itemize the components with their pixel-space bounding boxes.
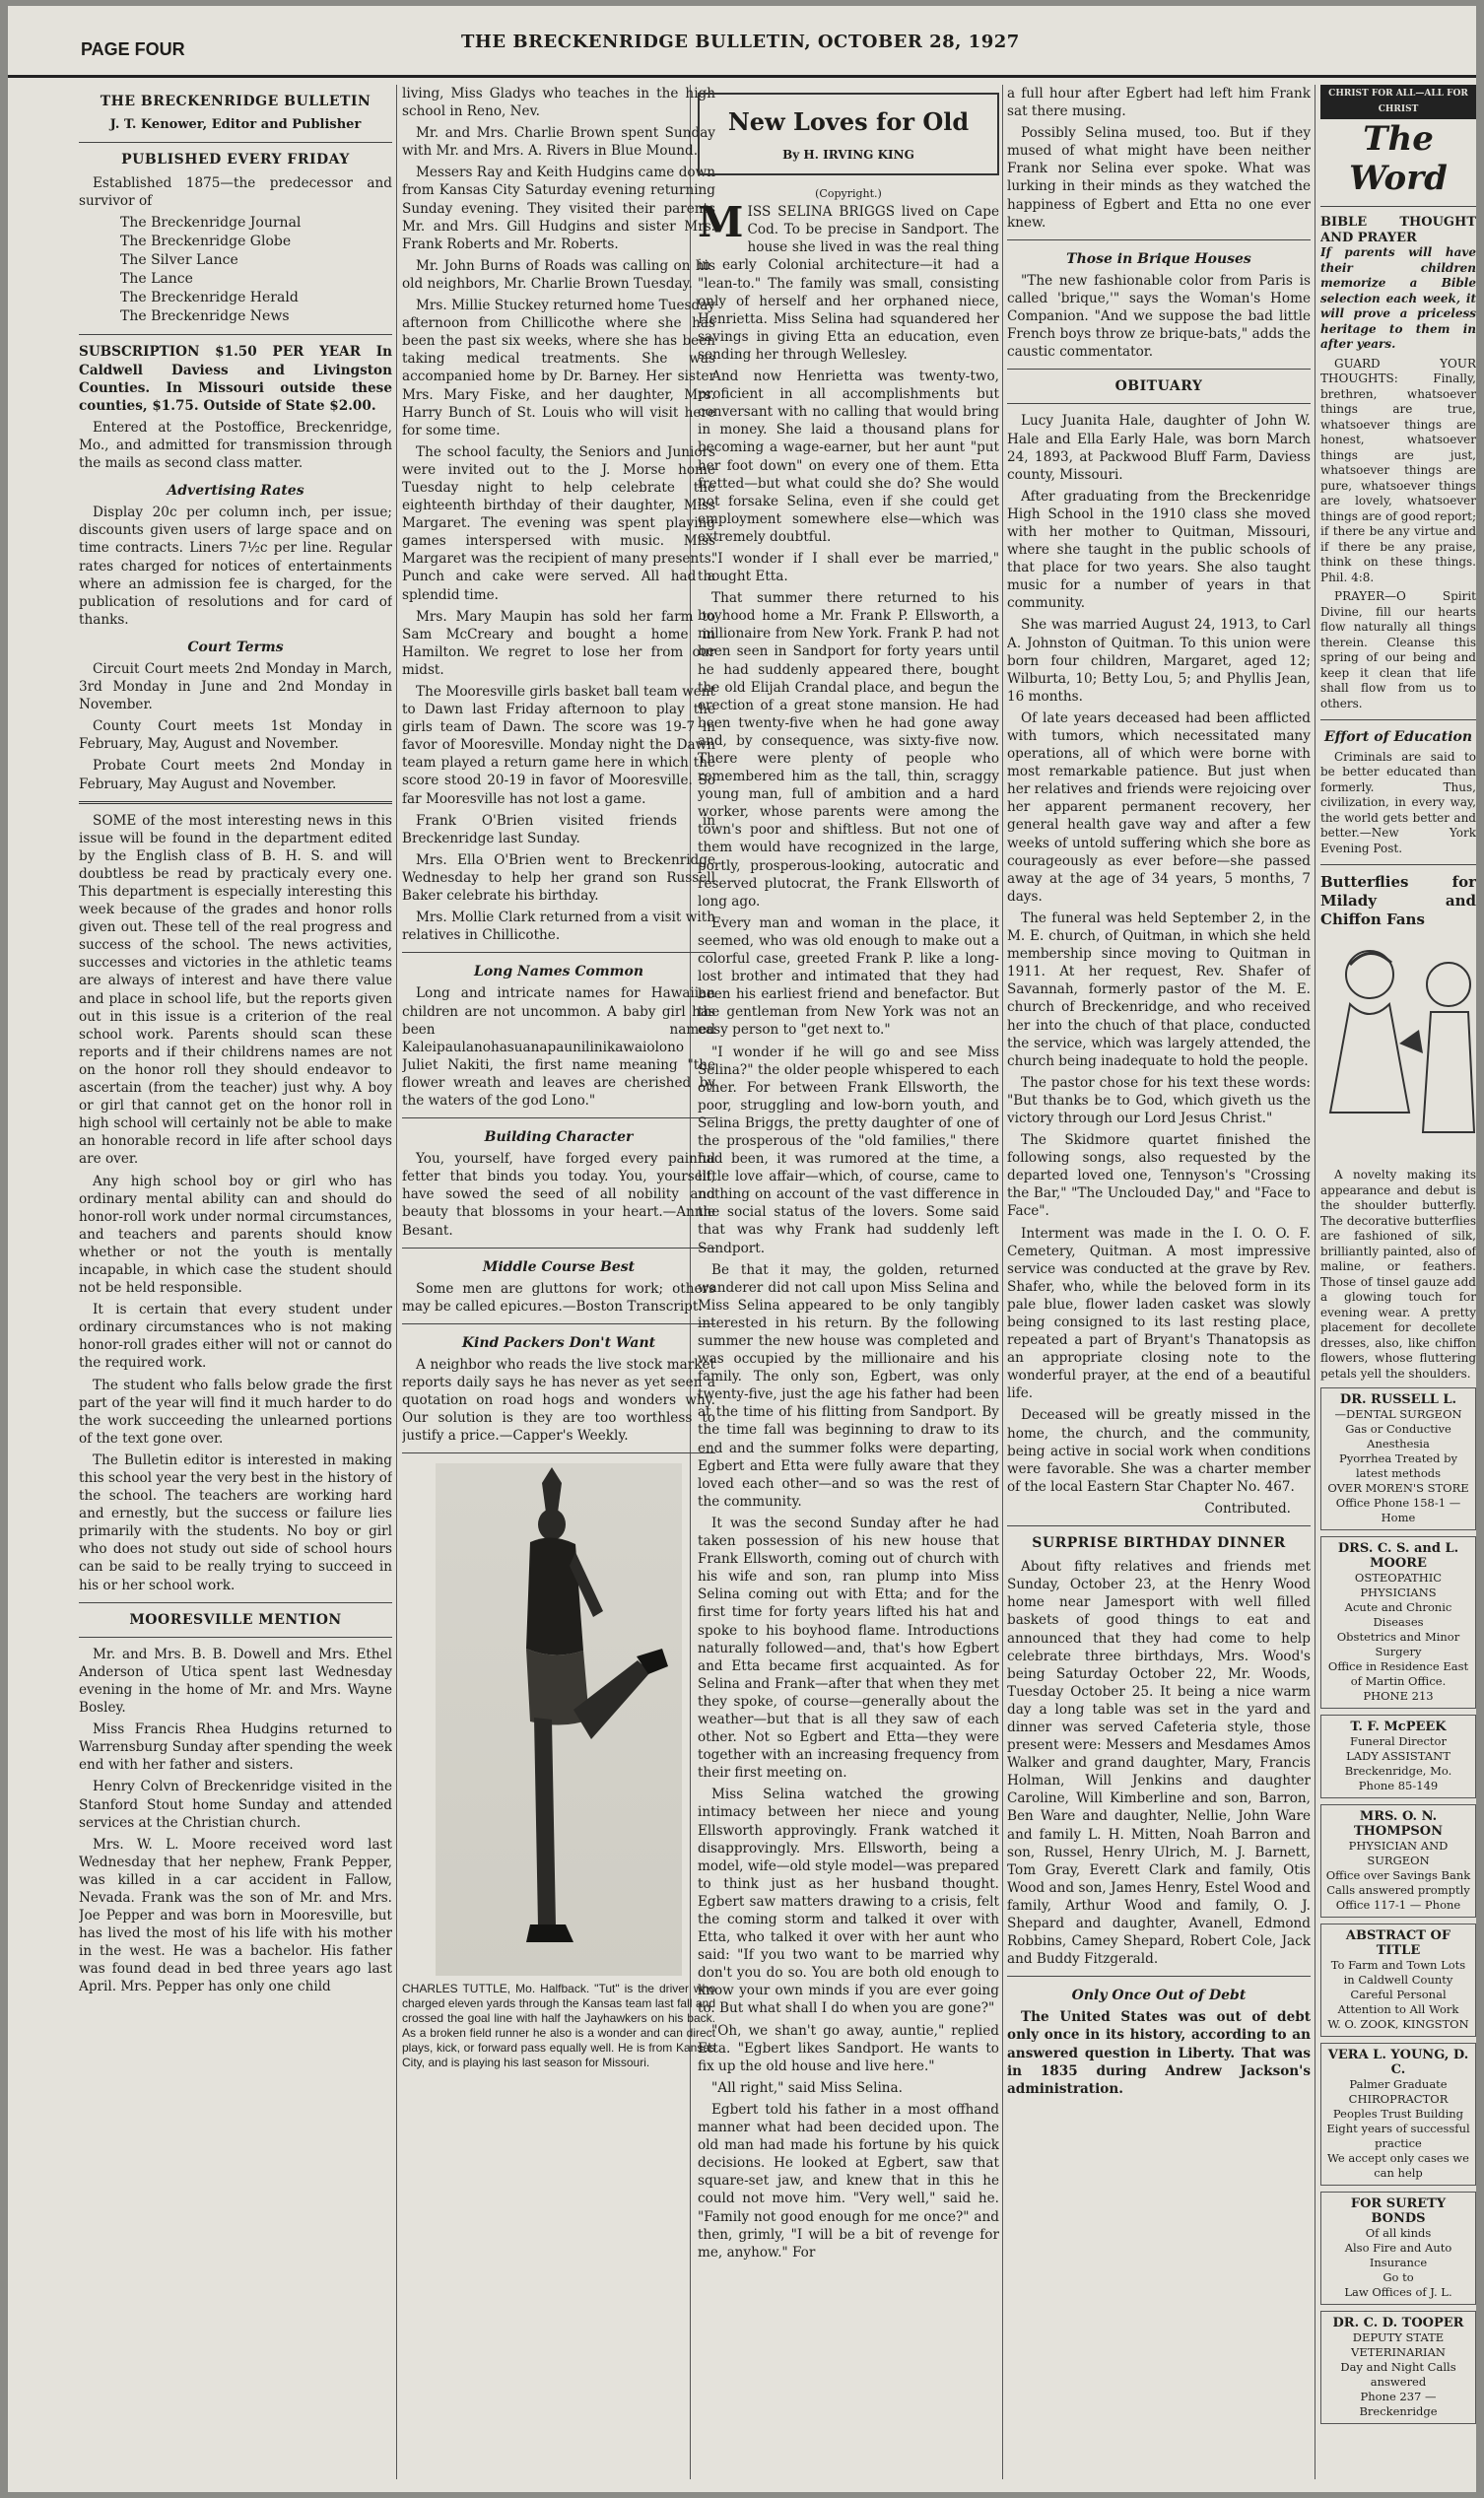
obituary-signature: Contributed. (1204, 1500, 1291, 1517)
bible-intro: If parents will have their children memorize a Bible selection each week, it will prove a priceless heritage to them in after years. (1320, 245, 1476, 351)
ad-rates-heading: Advertising Rates (167, 483, 304, 500)
filler-paragraph: A neighbor who reads the live stock market reports daily says he has never as yet seen a quotation on road hogs and wonders why. Our solution is they are too worthless to justify a price.—Capper's Weekly. (402, 1357, 715, 1445)
story-text: ISS SELINA BRIGGS lived on Cape Cod. To be precise in Sandport. The house she lived in was the real thing in early Colonial architecture—it had a "lean-to." The family was small, consisting only of herself and her orphaned niece, Henrietta. Miss Selina had squandered her savings in giving Etta an education, even sending her through Wellesley. (698, 204, 999, 363)
news-paragraph: The school faculty, the Seniors and Juniors were invited out to the J. Morse home Tuesday night to help celebrate the eighteenth birthday of their daughter, Miss Margaret. The evening was spent playing games interspersed with music. Miss Margaret was the recipient of many presents. Punch and cake were served. All had a splendid time. (402, 443, 715, 603)
ad-line: —DENTAL SURGEON (1334, 1407, 1462, 1421)
photo-caption: CHARLES TUTTLE, Mo. Halfback. "Tut" is the driver who charged eleven yards through the Kansas team last fall and crossed the goal line with half the Jayhawkers on his back. As a broken field runner he also is a wonder and can direct plays, kick, or forward pass equally well. He is from Kansas City, and is playing his last season for Missouri. (402, 1982, 715, 2070)
ad-line: Acute and Chronic Diseases (1344, 1600, 1452, 1629)
building-character-heading: Building Character (484, 1129, 634, 1146)
news-paragraph: Mrs. Mollie Clark returned from a visit with relatives in Chillicothe. (402, 910, 715, 944)
ad-line: PHYSICIAN AND SURGEON (1348, 1839, 1449, 1867)
ad-line: Office over Savings Bank (1325, 1868, 1471, 1882)
ad-line: Also Fire and Auto Insurance (1344, 2241, 1452, 2269)
list-item: The Breckenridge Journal (120, 215, 302, 232)
news-paragraph: Mrs. Millie Stuckey returned home Tuesday afternoon from Chillicothe where she has been the past six weeks, where she has been taking medical treatments. She was accompanied home by Dr. Barney. Her sister Mrs. Mary Fiske, and her daughter, Mrs. Harry Bunch of St. Louis who will visit here for some time. (402, 298, 715, 439)
news-paragraph: Mrs. Mary Maupin has sold her farm to Sam McCreary and bought a home in Hamilton. We regret to lose her from our midst. (402, 608, 715, 678)
obituary-paragraph: After graduating from the Breckenridge High School in the 1910 class she moved with her mother to Quitman, Missouri, where she taught in the public schools of that place for two years. She also taught music for a number of years in that community. (1007, 488, 1311, 612)
editorial-paragraph: The student who falls below grade the first part of the year will find it much harder to do the work succeeding the unlearned portions of the text gone over. (79, 1377, 392, 1447)
ad-line: Eight years of successful practice (1326, 2122, 1470, 2150)
ad-name: T. F. McPEEK (1350, 1720, 1447, 1734)
ad-name: FOR SURETY BONDS (1350, 2196, 1447, 2226)
news-paragraph: Mrs. Ella O'Brien went to Breckenridge Wednesday to help her grand son Russell Baker celebrate his birthday. (402, 851, 715, 905)
mooresville-heading: MOORESVILLE MENTION (129, 1611, 342, 1628)
ad-name: VERA L. YOUNG, D. C. (1327, 2048, 1469, 2077)
birthday-dinner-heading: SURPRISE BIRTHDAY DINNER (1032, 1535, 1286, 1552)
filler-paragraph: The United States was out of debt only once in its history, according to an answered question in Liberty. That was in 1835 during Andrew Jackson's administration. (1007, 2009, 1311, 2097)
abstract-ad (1320, 1924, 1476, 2037)
halfback-photo (436, 1463, 682, 1976)
copyright-note: (Copyright.) (815, 187, 882, 201)
bible-text: GUARD YOUR THOUGHTS: Finally, brethren, whatsoever things are true, whatsoever things are honest, whatsoever things are just, whatsoever things are pure, whatsoever things are lovely, whatsoever things are of good report; if there be any virtue and if there be any praise, think on these things. Phil. 4:8. (1320, 356, 1476, 584)
ad-name: DR. C. D. TOOPER (1332, 2316, 1464, 2330)
ad-line: Of all kinds (1365, 2226, 1432, 2240)
prayer-text: PRAYER—O Spirit Divine, fill our hearts flow naturally all things therein. Cleanse this spring of our being and keep it clean that life shall flow from us to others. (1320, 589, 1476, 710)
news-paragraph: Frank O'Brien visited friends in Breckenridge last Sunday. (402, 812, 715, 846)
ad-line: DEPUTY STATE VETERINARIAN (1351, 2330, 1446, 2359)
paper-name-heading: THE BRECKENRIDGE BULLETIN (100, 94, 371, 109)
column-rule (1002, 85, 1003, 2479)
story-paragraph: "I wonder if I shall ever be married," thought Etta. (698, 550, 999, 585)
subscription-text: SUBSCRIPTION $1.50 PER YEAR In Caldwell Daviess and Livingston Counties. In Missouri outside these counties, $1.75. Outside of State $2.00. (79, 344, 392, 414)
fashion-paragraph: A novelty making its appearance and debut is the shoulder butterfly. The decorative butterflies are fashioned of silk, brilliantly painted, also of maline, or feathers. Those of tinsel gauze add a glowing touch for evening wear. A pretty placement for decollete dresses, also, like chiffon flowers, whose fluttering petals yell the shoulders. (1320, 1168, 1476, 1381)
bible-heading: BIBLE THOUGHT AND PRAYER (1320, 215, 1476, 245)
ad-name: MRS. O. N. THOMPSON (1353, 1809, 1444, 1839)
butterflies-heading: Butterflies for Milady and Chiffon Fans (1320, 873, 1476, 928)
ad-line: Phone 85-149 (1358, 1779, 1439, 1792)
news-paragraph: The Mooresville girls basket ball team went to Dawn last Friday afternoon to play the girls team of Dawn. The score was 19-7 in favor of Mooresville. Monday night the Dawn team played a return game here in which the score stood 20-19 in favor of Mooresville. So far Mooresville has not lost a game. (402, 684, 715, 807)
entered-text: Entered at the Postoffice, Breckenridge, Mo., and admitted for transmission through the mails as second class matter. (79, 419, 392, 472)
the-word-logo: The Word (1349, 119, 1448, 198)
middle-course-heading: Middle Course Best (482, 1258, 636, 1275)
funeral-ad (1320, 1715, 1476, 1798)
ad-line: Peoples Trust Building (1332, 2107, 1464, 2121)
story-paragraph: a full hour after Egbert had left him Frank sat there musing. (1007, 86, 1311, 120)
story-title: New Loves for Old (727, 107, 970, 136)
ad-line: Office Phone 158-1 — Home (1335, 1496, 1461, 1524)
ad-line: Gas or Conductive Anesthesia (1345, 1422, 1451, 1451)
ad-line: Office 117-1 — Phone (1335, 1898, 1461, 1912)
ad-line: Obstetrics and Minor Surgery (1336, 1630, 1460, 1658)
ad-line: Palmer Graduate (1349, 2077, 1448, 2091)
story-paragraph: Miss Selina watched the growing intimacy between her niece and young Ellsworth approvingly. Frank watched it disapprovingly. Mrs. Ellsworth, being a model, wife—old style model—was prepared to think just as her husband thought. Egbert saw matters drawing to a crisis, felt the coming storm and talked it over with Etta, who talked it over with her aunt who said: "If you two want to be married why don't you do so. You are both old enough to know your own minds if you are ever going to. But what shall I do when you are gone?" (698, 1787, 999, 2017)
news-paragraph: Miss Francis Rhea Hudgins returned to Warrensburg Sunday after spending the week end with her father and sisters. (79, 1722, 392, 1774)
ad-line: Go to (1383, 2270, 1414, 2284)
veterinarian-ad (1320, 2311, 1476, 2424)
column-4 (1007, 85, 1311, 2484)
obituary-paragraph: Interment was made in the I. O. O. F. Cemetery, Quitman. A most impressive service was conducted at the grave by Rev. Shafer, who, while the beloved form in its pale blue, flower laden casket was slowly being consigned to its last resting place, repeated a part of Bryant's Thanatopsis as an appropriate closing note to the wonderful prayer, at the end of a beautiful life. (1007, 1225, 1311, 1402)
ad-name: DR. RUSSELL L. (1339, 1392, 1457, 1407)
chiropractor-ad (1320, 2043, 1476, 2186)
obituary-paragraph: Lucy Juanita Hale, daughter of John W. Hale and Ella Early Hale, was born March 24, 1893, at Packwood Bluff Farm, Daviess county, Missouri. (1007, 413, 1311, 483)
christ-banner: CHRIST FOR ALL—ALL FOR CHRIST (1320, 85, 1476, 119)
column-2 (402, 85, 715, 2484)
drop-cap: M (698, 198, 744, 247)
story-paragraph: "All right," said Miss Selina. (711, 2079, 903, 2096)
obituary-paragraph: The Skidmore quartet finished the following songs, also requested by the departed loved one, Tennyson's "Crossing the Bar," "The Unclouded Day," and "Face to Face". (1007, 1132, 1311, 1220)
osteopath-ad (1320, 1536, 1476, 1709)
story-paragraph: "Oh, we shan't go away, auntie," replied Etta. "Egbert likes Sandport. He wants to fix up the old house and live here." (698, 2022, 999, 2074)
newspaper-page (8, 6, 1476, 2492)
story-paragraph: That summer there returned to his boyhood home a Mr. Frank P. Ellsworth, a millionaire from New York. Frank P. had not been seen in Sandport for forty years until he had suddenly appeared there, bought the old Elijah Crandal place, and begun the erection of a great stone mansion. He had been twenty-five when he had gone away and, by consequence, was sixty-five now. There were plenty of people who remembered him as the tall, thin, scraggy young man, full of ambition and a hard worker, whose parents were among the town's poor and shiftless. But not one of them would have recognized in the large, portly, prosperous-looking, autocratic and reserved plutocrat, the Frank Ellsworth of long ago. (698, 590, 999, 910)
ad-line: OSTEOPATHIC PHYSICIANS (1354, 1571, 1443, 1599)
obituary-paragraph: The funeral was held September 2, in the M. E. church, of Quitman, in which she held membership since moving to Quitman in 1911. At her request, Rev. Shafer of Savannah, formerly pastor of the M. E. church of Breckenridge, and who received her into the chuch of that place, conducted the service, which was largely attended, the church being inadequate to hold the people. (1007, 910, 1311, 1069)
court-text: Probate Court meets 2nd Monday in February, May August and November. (79, 758, 392, 792)
news-paragraph: Mrs. W. L. Moore received word last Wednesday that her nephew, Frank Pepper, was killed in a car accident in Fallow, Nevada. Frank was the son of Mr. and Mrs. Joe Pepper and was born in Mooresville, but has lived the most of his life with his mother in the west. He was a bachelor. His father was found dead in bed three years ago last April. Mrs. Pepper has only one child (79, 1836, 392, 1995)
column-5 (1320, 85, 1476, 2484)
obituary-heading: OBITUARY (1114, 378, 1203, 395)
filler-paragraph: Long and intricate names for Hawaiian children are not uncommon. A baby girl has been named Kaleipaulanohasuanapaunilinikawaiolono Juliet Nakiti, the first name meaning "the flower wreath and leaves are cherished by the waters of the god Lono." (402, 985, 715, 1109)
out-of-debt-heading: Only Once Out of Debt (1071, 1988, 1247, 2004)
lady-drawing-image (1320, 935, 1476, 1162)
ad-line: Day and Night Calls answered (1340, 2360, 1456, 2389)
column-rule (396, 85, 397, 2479)
long-names-heading: Long Names Common (474, 964, 643, 980)
football-player-image (436, 1463, 682, 1976)
fashion-illustration (1320, 935, 1476, 1162)
established-text: Established 1875—the predecessor and survivor of (79, 175, 392, 210)
story-paragraph: And now Henrietta was twenty-two, proficient in all accomplishments but conversant with no calling that would bring in money. She laid a thousand plans for becoming a wage-earner, but her aunt "put her foot down" on every one of them. Etta fretted—but what could she do? She would not forsake Selina, even if she could get employment somewhere else—which was extremely doubtful. (698, 369, 999, 545)
news-paragraph: About fifty relatives and friends met Sunday, October 23, at the Henry Wood home near Jamesport with well filled baskets of good things to eat and announced that they had come to help celebrate three birthdays, Mrs. Wood's being Saturday October 22, Mr. Woods, Tuesday October 25. It being a nice warm day a long table was set in the yard and dinner was served Cafeteria style, those present were: Messers and Mesdames Amos Walker and grand daughter, Mary, Francis Holman, Will Jenkins and daughter Caroline, Will Kimberline and son, Barron, Ben Ware and daughter, Nellie, John Ware and family L. H. Mitten, Noah Barron and son, Russel, Henry Ulrich, M. J. Barnett, Tom Gray, Everett Clark and family, Otis Wood and son, James Henry, Estel Wood and family, Arthur Wood and family, O. J. Shepard and daughter, Avanell, Edmond Robbins, Camey Shepard, Robert Cole, Jack and Buddy Fitzgerald. (1007, 1559, 1311, 1968)
court-terms-heading: Court Terms (187, 639, 284, 655)
obituary-paragraph: The pastor chose for his text these words: "But thanks be to God, which giveth us the victory through our Lord Jesus Christ." (1007, 1074, 1311, 1126)
list-item: The Breckenridge Globe (120, 234, 292, 250)
story-paragraph: Possibly Selina mused, too. But if they mused of what might have been neither Frank nor Selina ever spoke. What was lurking in their minds as they watched the happiness of Egbert and Etta no one ever knew. (1007, 125, 1311, 231)
list-item: The Breckenridge News (120, 308, 290, 325)
court-text: County Court meets 1st Monday in February, May, August and November. (79, 718, 392, 753)
editorial-paragraph: SOME of the most interesting news in this issue will be found in the department edited by the English class of B. H. S. and will doubtless be read by practicaly every one. This department is especially interesting this week because of the grades and honor rolls given out. These tell of the real progress and success of the school. The news activities, successes and victories in the athletic teams are always of interest and have there value and place in school life, but the reports given out in this issue is a criterion of the real school work. Parents should scan these reports and if their childrens names are not on the honor roll they should endeavor to ascertain (from the teacher) just why. A boy or girl that cannot get on the honor roll in high school will certainly not be able to make an honorable record in life after school days are over. (79, 812, 392, 1168)
story-paragraph: It was the second Sunday after he had taken possession of his new house that Frank Ellsworth, coming out of church with his wife and son, ran plump into Miss Selina coming out with Etta; and for the first time for forty years lifted his hat and spoke to his boyhood flame. Introductions naturally followed—and, that's how Egbert and Etta became first acquainted. As for Selina and Frank—after that when they met they spoke, of course—generally about the weather—but that is all they saw of each other. Not so Egbert and Etta—they were together with an increasing frequency from their first meeting on. (698, 1515, 999, 1782)
obituary-paragraph: Of late years deceased had been afflicted with tumors, which necessitated many operations, all of which were borne with most remarkable patience. But just when her relatives and friends were rejoicing over her apparent permanent recovery, her general health gave way and after a few weeks of untold suffering which she bore as courageously as ever before—she passed away at the age of 34 years, 5 months, 7 days. (1007, 709, 1311, 905)
ad-rates-text: Display 20c per column inch, per issue; discounts given users of large space and on time contracts. Liners 7½c per line. Regular rates charged for notices of entertainments where an admission fee is charged, for the publication of resolutions and for card of thanks. (79, 505, 392, 628)
ad-line: OVER MOREN'S STORE (1327, 1481, 1469, 1495)
ad-line: Phone 237 — Breckenridge (1359, 2390, 1438, 2418)
page-label: PAGE FOUR (81, 39, 185, 59)
news-paragraph: Mr. and Mrs. B. B. Dowell and Mrs. Ethel Anderson of Utica spent last Wednesday evening in the home of Mr. and Mrs. Wayne Bosley. (79, 1646, 392, 1717)
story-paragraph: Be that it may, the golden, returned wanderer did not call upon Miss Selina and Miss Selina appeared to be only tangibly interested in his return. By the following summer the new house was completed and was occupied by the millionaire and his family. The only son, Egbert, was only twenty-five, just the age his father had been at the time of his flitting from Sandport. By the time fall was beginning to draw to its end and the summer folks were departing, Egbert and Etta were fully aware that they loved each other—and so was the rest of the community. (698, 1261, 999, 1510)
court-text: Circuit Court meets 2nd Monday in March, 3rd Monday in June and 2nd Monday in November. (79, 660, 392, 713)
news-paragraph: Henry Colvn of Breckenridge visited in the Stanford Stout home Sunday and attended services at the Christian church. (79, 1779, 392, 1831)
ad-line: Careful Personal Attention to All Work (1337, 1988, 1459, 2016)
brique-heading: Those in Brique Houses (1066, 250, 1251, 267)
news-paragraph: living, Miss Gladys who teaches in the high school in Reno, Nev. (402, 86, 715, 120)
paper-title-date: THE BRECKENRIDGE BULLETIN, OCTOBER 28, 1927 (461, 32, 1020, 52)
ad-line: CHIROPRACTOR (1348, 2092, 1449, 2106)
column-3 (698, 85, 999, 2484)
list-item: The Lance (120, 271, 193, 288)
obituary-paragraph: She was married August 24, 1913, to Carl A. Johnston of Quitman. To this union were born four children, Margaret, aged 12; Wilburta, 10; Betty Lou, 5; and Phyllis Jean, 16 months. (1007, 617, 1311, 705)
ad-line: W. O. ZOOK, KINGSTON (1327, 2017, 1469, 2031)
filler-paragraph: "The new fashionable color from Paris is called 'brique,'" says the Woman's Home Companion. "And we suppose the bad little French boys throw ze brique-bats," adds the caustic commentator. (1007, 272, 1311, 361)
dentist-ad (1320, 1387, 1476, 1530)
ad-line: Pyorrhea Treated by latest methods (1338, 1452, 1457, 1480)
predecessor-list (120, 214, 392, 326)
list-item: The Breckenridge Herald (120, 290, 299, 306)
kind-packers-heading: Kind Packers Don't Want (461, 1334, 656, 1351)
ad-line: We accept only cases we can help (1327, 2151, 1469, 2180)
ad-line: Funeral Director (1350, 1734, 1447, 1748)
list-item: The Silver Lance (120, 252, 238, 269)
ad-name: DRS. C. S. and L. MOORE (1337, 1541, 1459, 1571)
story-paragraph: Every man and woman in the place, it seemed, who was old enough to make out a colorful case, greeted Frank P. like a long-lost brother and intimated that they had been his earliest friend and benefactor. But the gentleman from New York was not an easy person to "get next to." (698, 914, 999, 1039)
masthead (8, 6, 1476, 78)
ad-name: ABSTRACT OF TITLE (1345, 1928, 1451, 1958)
editorial-paragraph: It is certain that every student under ordinary circumstances who is not making honor-roll grades either will not or cannot do the required work. (79, 1302, 392, 1372)
physician-ad (1320, 1804, 1476, 1918)
column-1 (79, 85, 392, 2484)
news-paragraph: Mr. and Mrs. Charlie Brown spent Sunday with Mr. and Mrs. A. Rivers in Blue Mound. (402, 125, 715, 160)
editorial-paragraph: Any high school boy or girl who has ordinary mental ability can and should do honor-roll work under normal circumstances, and teachers and parents should know whether or not the youth is mentally incapable, in which case the student should not be held responsible. (79, 1173, 392, 1297)
ad-line: Office in Residence East of Martin Office. (1327, 1659, 1469, 1688)
effort-heading: Effort of Education (1323, 729, 1473, 745)
news-paragraph: Messers Ray and Keith Hudgins came down from Kansas City Saturday evening returning Sunday evening. They visited their parents Mr. and Mrs. Gill Hudgins and sister Mrs. Frank Roberts and Mr. Roberts. (402, 165, 715, 252)
published-line: PUBLISHED EVERY FRIDAY (121, 152, 350, 169)
ad-line: LADY ASSISTANT (1346, 1749, 1450, 1763)
surety-ad (1320, 2192, 1476, 2305)
story-paragraph: Egbert told his father in a most offhand manner what had been decided upon. The old man had made his fortune by his quick decisions. He looked at Egbert, saw that square-set jaw, and knew that in this he could not move him. "Very well," said he. "Family not good enough for me once?" and then, grimly, "I will be a bit of revenge for me, anyhow." For (698, 2101, 999, 2261)
filler-paragraph: Some men are gluttons for work; others may be called epicures.—Boston Transcript. (402, 1280, 715, 1315)
story-paragraph (698, 198, 999, 364)
filler-paragraph: You, yourself, have forged every painful fetter that binds you today. You, yourself, have sowed the seed of all nobility and beauty that blossoms in your heart.—Annie Besant. (402, 1151, 715, 1239)
ad-line: To Farm and Town Lots in Caldwell County (1330, 1958, 1466, 1987)
ad-line: Calls answered promptly (1326, 1883, 1470, 1897)
news-paragraph: Mr. John Burns of Roads was calling on his old neighbors, Mr. Charlie Brown Tuesday. (402, 257, 715, 292)
editorial-paragraph: The Bulletin editor is interested in making this school year the very best in the history of the school. The teachers are working hard and ernestly, but the success or failure lies primarily with the students. No boy or girl who does not study out side of school hours can be said to be really trying to succeed in his or her school work. (79, 1452, 392, 1593)
filler-paragraph: Criminals are said to be better educated than formerly. Thus, civilization, in every way, the world gets better and better.—New York Evening Post. (1320, 749, 1476, 855)
ad-line: Breckenridge, Mo. (1344, 1764, 1452, 1778)
ad-line: Law Offices of J. L. (1344, 2285, 1452, 2299)
obituary-paragraph: Deceased will be greatly missed in the home, the church, and the community, being active in social work when conditions were favorable. She was a charter member of the local Eastern Star Chapter No. 467. (1007, 1407, 1311, 1495)
story-byline: By H. IRVING KING (782, 148, 914, 162)
ad-line: PHONE 213 (1363, 1689, 1434, 1703)
story-paragraph: "I wonder if he will go and see Miss Selina?" the older people whispered to each other. For between Frank Ellsworth, the poor, struggling and low-born youth, and Selina Briggs, the pretty daughter of one of the prosperous of the "old families," there had been, it was rumored at the time, a little love affair—which, of course, came to nothing on account of the vast difference in the social status of the lovers. Some said that was why Frank had suddenly left Sandport. (698, 1044, 999, 1256)
editor-line: J. T. Kenower, Editor and Publisher (109, 117, 362, 133)
story-title-box (698, 93, 999, 175)
